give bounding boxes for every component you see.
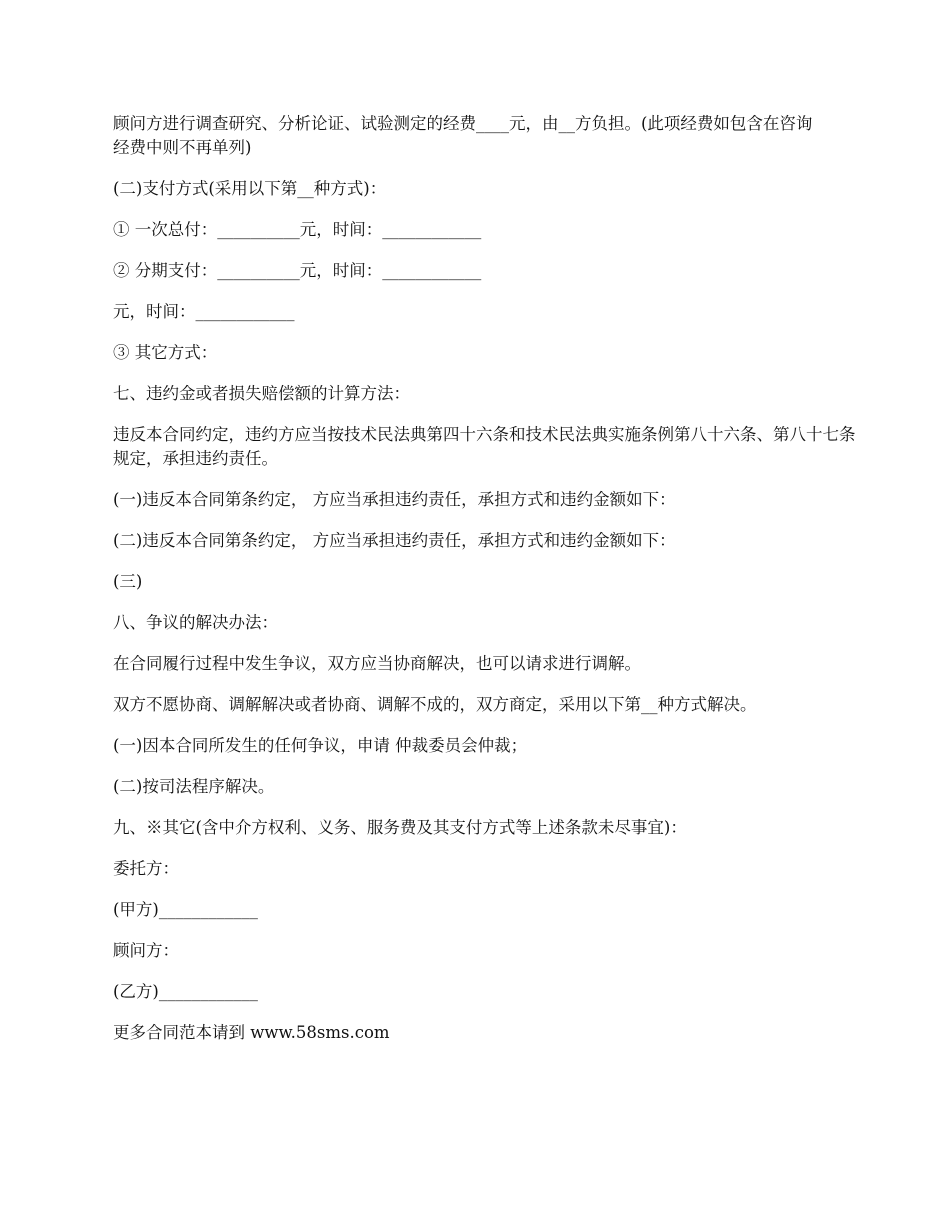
payment-method-heading: (二)支付方式(采用以下第__种方式)： <box>113 179 387 198</box>
payment-option-lump-sum: ① 一次总付：__________元，时间：____________ <box>113 220 482 239</box>
consultant-label: 顾问方： <box>113 941 179 960</box>
penalty-item-1: (一)违反本合同第条约定， 方应当承担违约责任，承担方式和违约金额如下： <box>113 490 676 509</box>
dispute-method-choice: 双方不愿协商、调解解决或者协商、调解不成的，双方商定，采用以下第__种方式解决。 <box>113 695 757 714</box>
section-heading-dispute: 八、争议的解决办法： <box>113 613 278 632</box>
penalty-item-2: (二)违反本合同第条约定， 方应当承担违约责任，承担方式和违约金额如下： <box>113 531 676 550</box>
payment-installment-continuation: 元，时间：____________ <box>113 302 295 321</box>
payment-option-installment: ② 分期支付：__________元，时间：____________ <box>113 261 482 280</box>
dispute-negotiation: 在合同履行过程中发生争议，双方应当协商解决，也可以请求进行调解。 <box>113 654 641 673</box>
document-page <box>113 112 873 1062</box>
footer-website-note: 更多合同范本请到 www.58sms.com <box>113 1023 390 1042</box>
payment-option-other: ③ 其它方式： <box>113 343 218 362</box>
party-a-signature-line: (甲方)____________ <box>113 900 258 919</box>
party-b-signature-line: (乙方)____________ <box>113 982 258 1001</box>
section-heading-penalty: 七、违约金或者损失赔偿额的计算方法： <box>113 384 410 403</box>
dispute-judicial: (二)按司法程序解决。 <box>113 777 275 796</box>
penalty-item-3: (三) <box>113 572 143 591</box>
section-heading-other: 九、※其它(含中介方权利、义务、服务费及其支付方式等上述条款未尽事宜)： <box>113 818 687 837</box>
client-label: 委托方： <box>113 859 179 878</box>
dispute-arbitration: (一)因本合同所发生的任何争议，申请 仲裁委员会仲裁； <box>113 736 528 755</box>
expense-clause: 顾问方进行调查研究、分析论证、试验测定的经费____元，由__方负担。(此项经费如包含在咨询经费中则不再单列) <box>113 114 813 157</box>
penalty-clause: 违反本合同约定，违约方应当按技术民法典第四十六条和技术民法典实施条例第八十六条、第八十七条规定，承担违约责任。 <box>113 425 856 468</box>
